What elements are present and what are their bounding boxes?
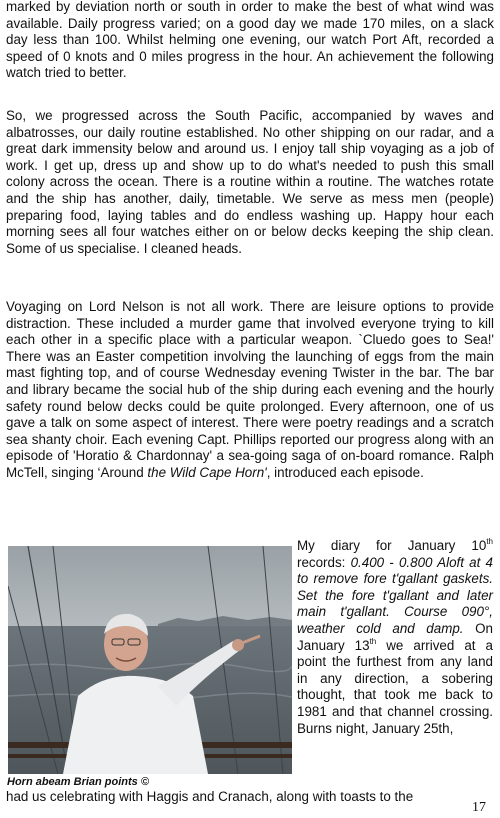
paragraph-leisure-end: , introduced each episode. xyxy=(266,464,424,480)
diary-text-1: My diary for January 10 xyxy=(297,538,487,553)
song-title: the Wild Cape Horn' xyxy=(147,464,267,480)
paragraph-leisure-text: Voyaging on Lord Nelson is not all work. There are leisure options to provide distraction. These included a murder game that involved everyone trying to kill each other in a specific place with a particular weapon. `Cluedo goes to Sea!' There was an Easter competition involving the launching of eggs from the main mast fighting top, and of course Wednesday evening Twister in the bar. The bar and library became the social hub of the ship during each evening and the hourly safety round below decks could be quite prolonged. Every afternoon, one of us gave a talk on some aspect of interest. There were poetry readings and a scratch sea shanty choir. Each evening Capt. Phillips reported our progress along with an episode of 'Horatio & Chardonnay' a sea-going saga of on-board romance. Ralph McTell, singing ‘Around xyxy=(6,299,494,480)
photo-illustration xyxy=(8,546,292,774)
ordinal-suffix-1: th xyxy=(486,537,493,546)
ordinal-suffix-2: th xyxy=(369,636,377,646)
diary-paragraph xyxy=(297,538,493,737)
paragraph-leisure xyxy=(6,299,494,482)
diary-text-4: we arrived at a point the furthest from any land in any direction, a sobering thought, that took me back to 1981 and that channel crossing. Burns night, January 25th, xyxy=(297,637,493,736)
page-number: 17 xyxy=(472,800,486,815)
diary-text-3: On January 13 xyxy=(297,620,493,653)
paragraph-continuation: had us celebrating with Haggis and Cranach, along with toasts to the xyxy=(6,789,414,804)
paragraph-daily-progress: marked by deviation north or south in order to make the best of what wind was available. Daily progress varied; on a good day we made 170 miles, on a slack day less than 100. Whilst helming one evening, our watch Port Aft, recorded a speed of 0 knots and 0 miles progress in the hour. An achievement the following watch tried to better. xyxy=(6,0,494,81)
diary-text-2: records: xyxy=(297,554,351,570)
diary-entry: 0.400 - 0.800 Aloft at 4 to remove fore t'gallant gaskets. Set the fore t'gallant and later main t'gallant. Course 090°, weather cold and damp. xyxy=(297,554,493,636)
photo-caption: Horn abeam Brian points © xyxy=(7,776,149,788)
photo-brian-pointing xyxy=(8,546,292,774)
paragraph-daily-routine: So, we progressed across the South Pacific, accompanied by waves and albatrosses, our daily routine established. No other shipping on our radar, and a great dark immensity below and around us. I enjoy tall ship voyaging as a job of work. I get up, dress up and show up to do what's needed to push this small colony across the ocean. There is a routine within a routine. The watches rotate and the ship has another, daily, timetable. We serve as mess men (people) preparing food, laying tables and do endless washing up. Happy hour each morning sees all four watches either on or below decks keeping the ship clean. Some of us specialise. I cleaned heads. xyxy=(6,108,494,256)
